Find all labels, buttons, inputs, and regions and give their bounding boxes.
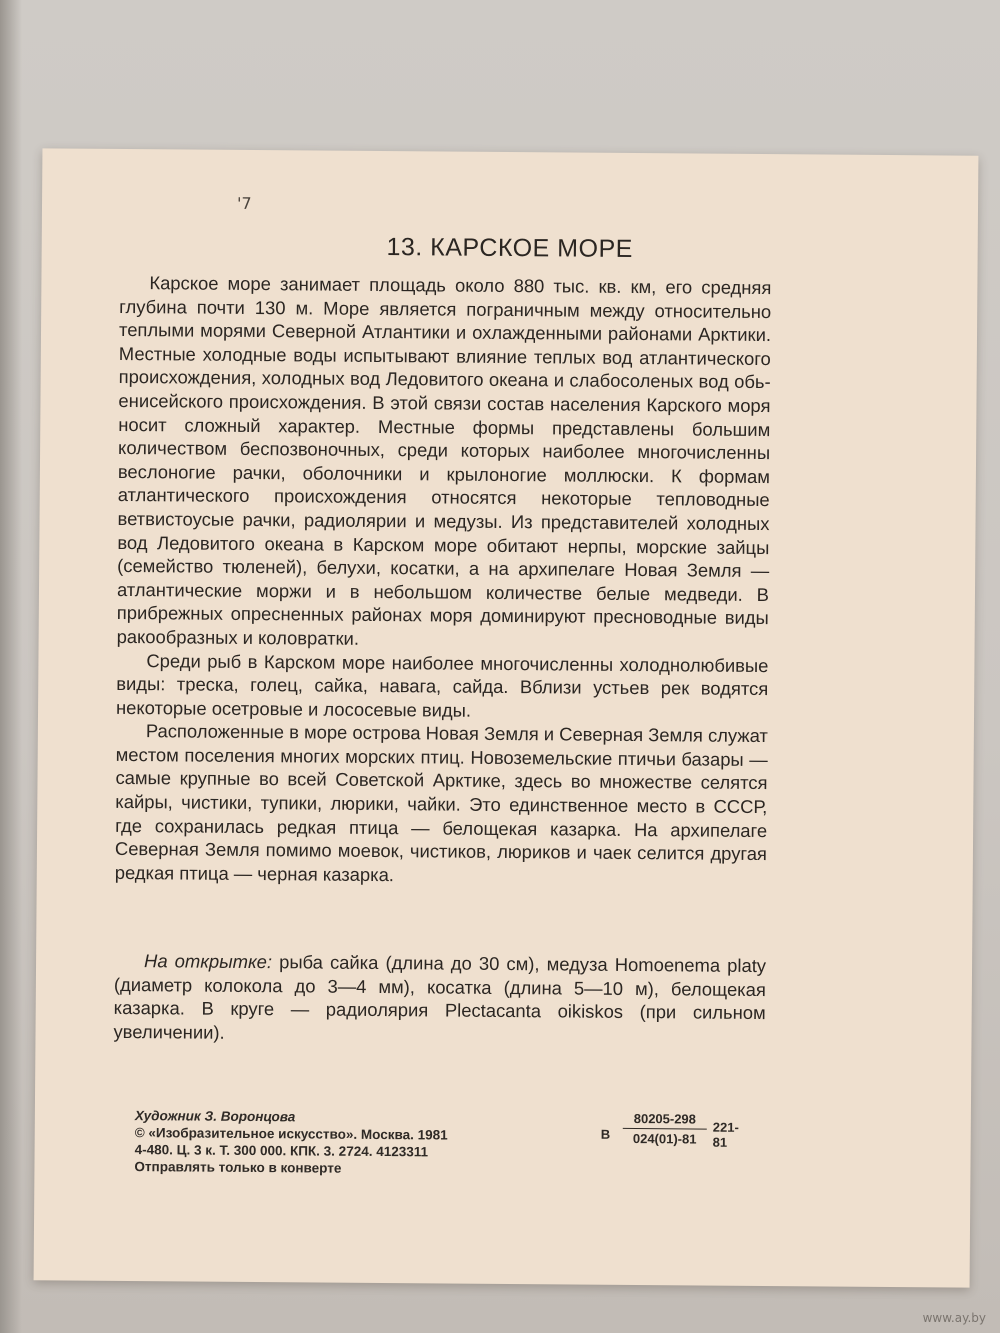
watermark: www.ay.by <box>922 1311 986 1325</box>
code-numerator: 80205-298 <box>623 1111 707 1130</box>
postcard-back <box>34 148 979 1287</box>
artist-name: З. Воронцова <box>204 1108 296 1125</box>
page-title: 13. КАРСКОЕ МОРЕ <box>386 233 633 263</box>
code-fraction <box>623 1111 707 1147</box>
article-body <box>115 271 772 890</box>
caption-text: рыба сайка (длина до 30 см), медуза Homoenema platy (диаметр колокола до 3—4 мм), косатка (длина 5—10 м), белощекая казарка. В круге — радиолярия Plectacanta oikiskos (при сильном увеличении). <box>113 951 767 1043</box>
mailing-note: Отправлять только в конверте <box>134 1159 342 1176</box>
paragraph-2: Среди рыб в Карском море наиболее многочисленны холоднолюбивые виды: треска, голец, сайка, навага, сайда. Вблизи устьев рек водятся некоторые осетровые и лососевые виды. <box>115 649 769 721</box>
imprint-block <box>134 1107 447 1177</box>
caption-lead: На открытке: <box>144 950 273 973</box>
code-denominator: 024(01)-81 <box>632 1131 697 1147</box>
code-letter: В <box>600 1126 611 1142</box>
print-mark: '7 <box>236 193 252 213</box>
postcard-caption <box>113 949 766 1048</box>
print-info-line: 4-480. Ц. 3 к. Т. 300 000. КПК. 3. 2724. 4123311 <box>134 1142 429 1160</box>
publisher-line: © «Изобразительное искусство». Москва. 1981 <box>134 1125 448 1143</box>
background-edge <box>0 0 22 1333</box>
paragraph-3: Расположенные в море острова Новая Земля и Северная Земля служат местом поселения многих морских птиц. Новоземельские птичьи базары — самые крупные во всей Советской Арктике, здесь во множестве селятся кайры, чистики, тупики, люрики, чайки. Это единственное место в СССР, где сохранилась редкая птица — белощекая казарка. На архипелаге Северная Земля помимо моевок, чистиков, люриков и чаек селится другая редкая птица — черная казарка. <box>114 720 768 885</box>
code-index: 221-81 <box>712 1119 739 1150</box>
artist-label: Художник <box>134 1108 201 1124</box>
paragraph-1: Карское море занимает площадь около 880 тыс. кв. км, его средняя глубина почти 130 м. Море является пограничным между относительно теплыми морями Северной Атлантики и охлажденными районами Арктики. Местные холодные воды испытывают влияние теплых вод атлантического происхождения, холодных вод Ледовитого океана и слабосоленых вод обь-енисейского происхождения. В этой связи состав населения Карского моря носит сложный характер. Местные формы представлены большим количеством беспозвоночных, среди которых наиболее многочисленны веслоногие рачки, оболочники и крылоногие моллюски. К формам атлантического происхождения относятся некоторые тепловодные ветвистоусые рачки, радиолярии и медузы. Из представителей холодных вод Ледовитого океана в Карском море обитают нерпы, морские зайцы (семейство тюленей), белухи, косатки, а на архипелаге Новая Земля — атлантические моржи и в небольшом количестве белые медведи. В прибрежных опресненных районах моря доминируют пресноводные виды ракообразных и коловратки. <box>116 272 772 649</box>
